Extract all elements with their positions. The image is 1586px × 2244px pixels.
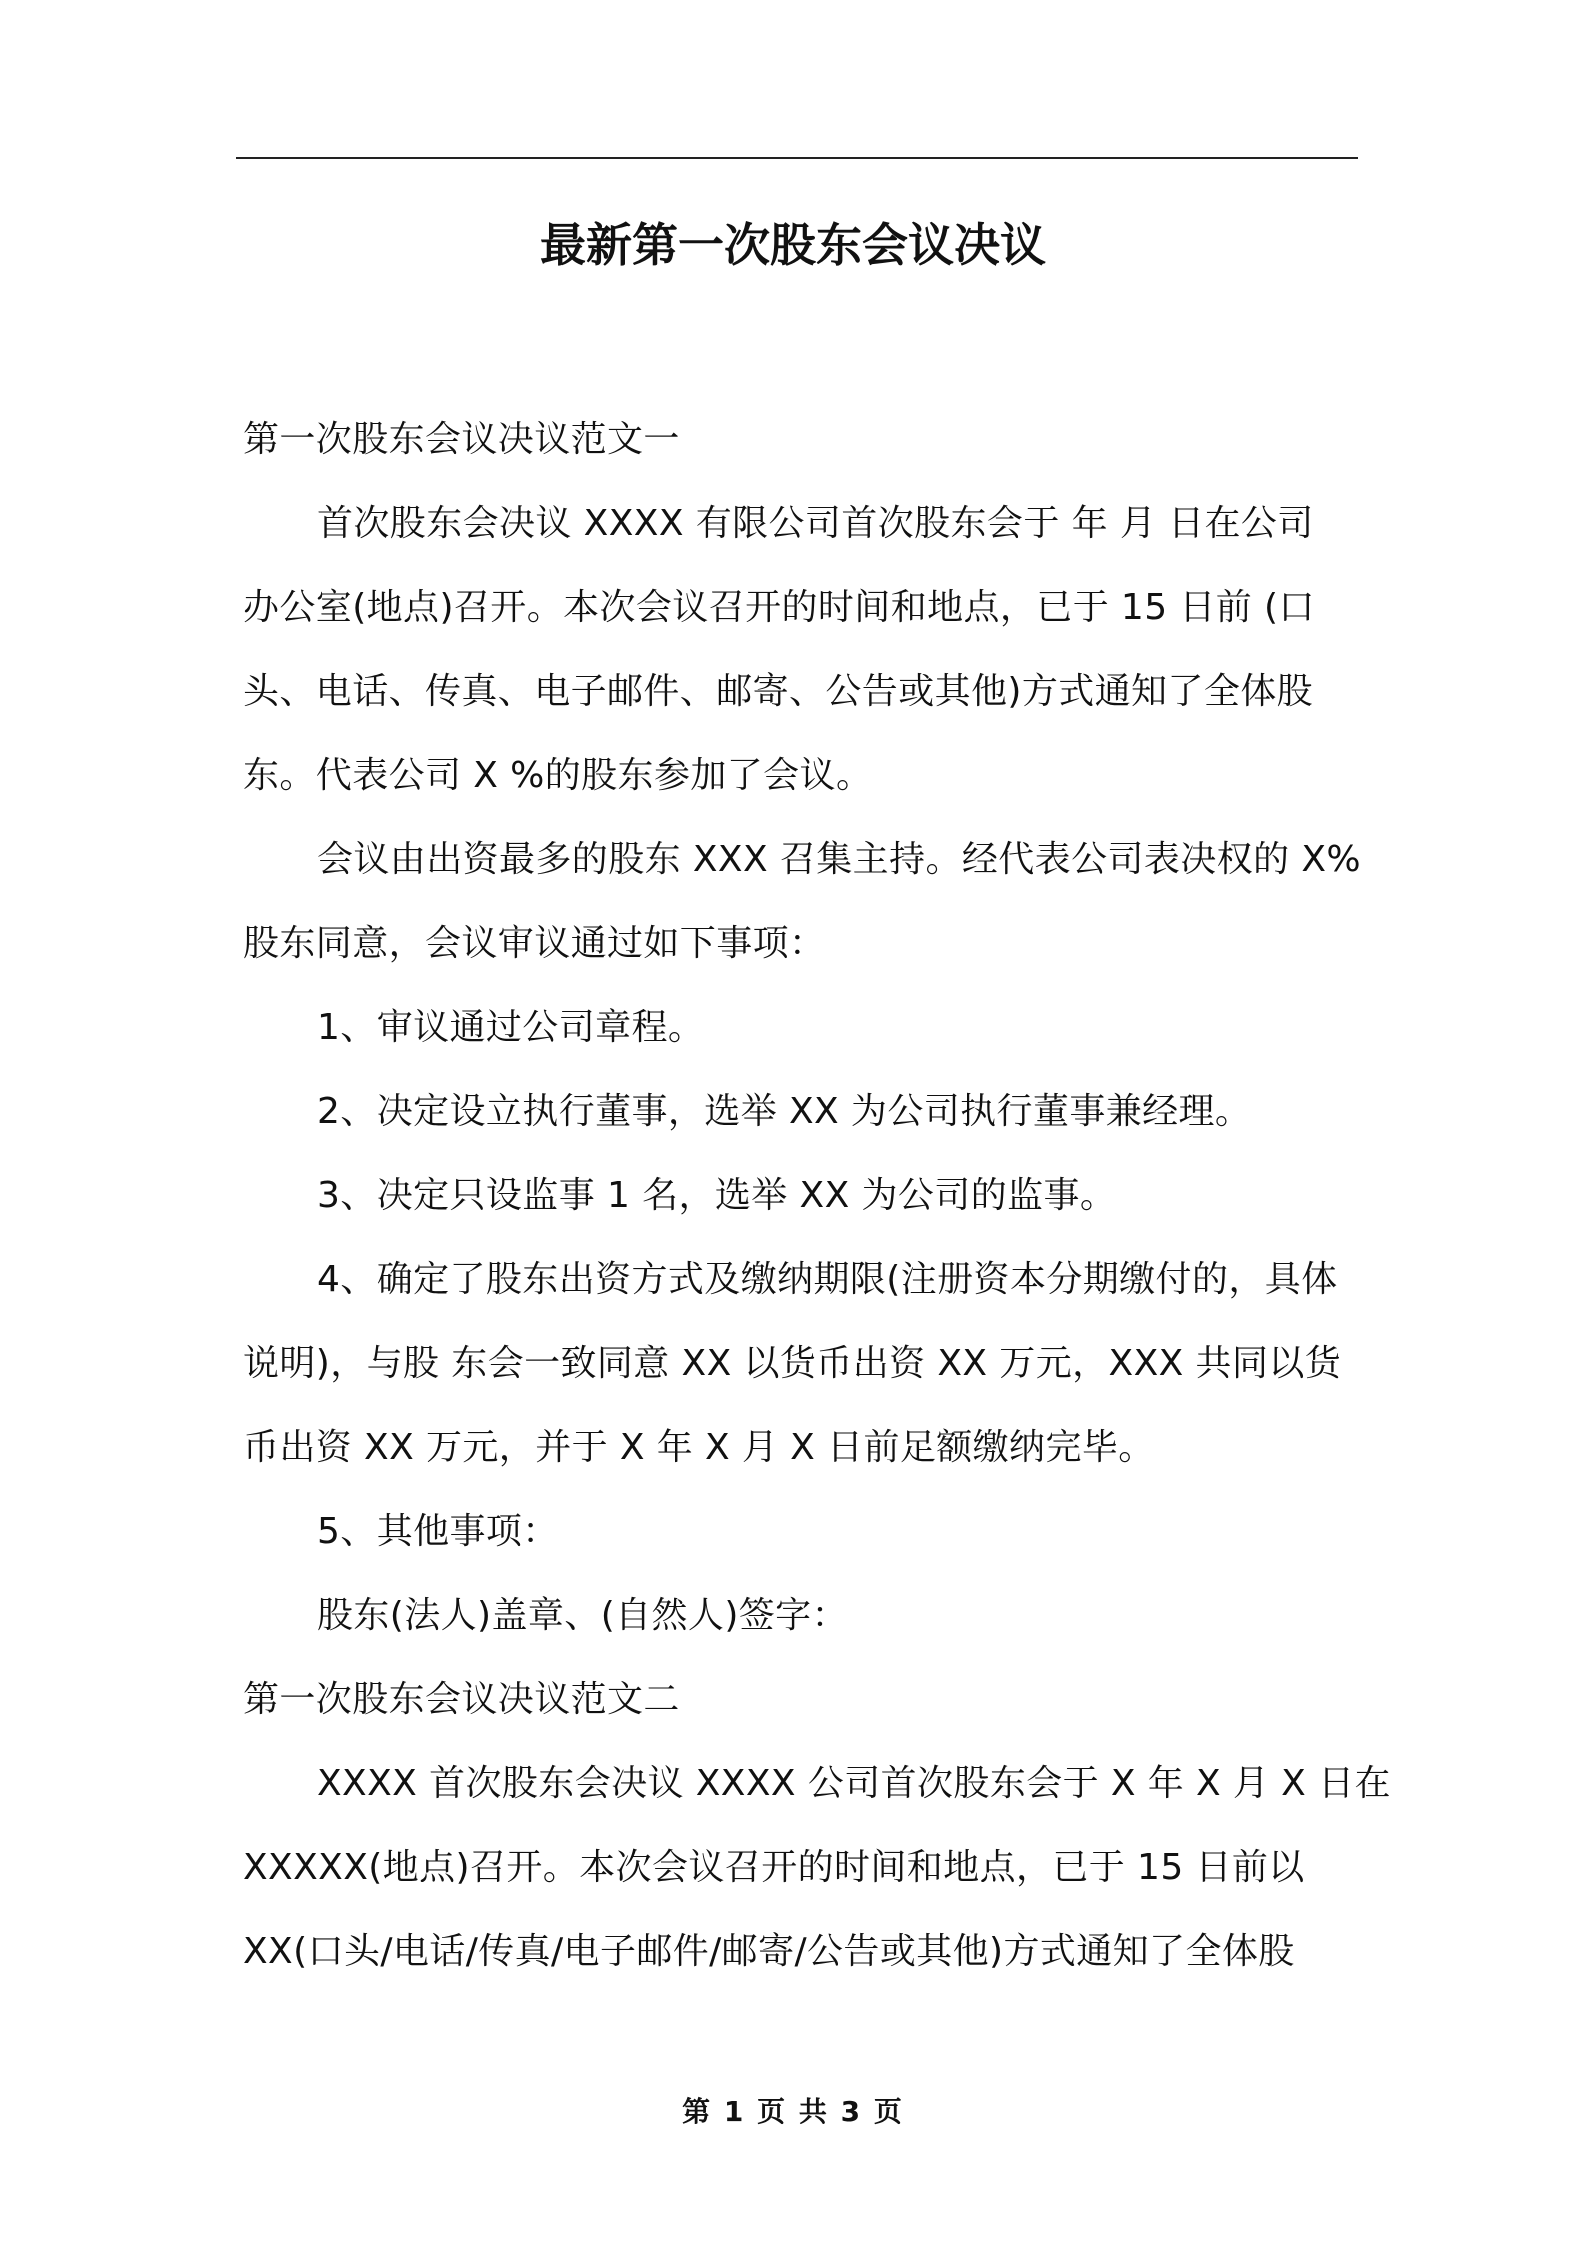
paragraph-line: 东。代表公司 X %的股东参加了会议。 [243, 755, 873, 796]
paragraph-line: 办公室(地点)召开。本次会议召开的时间和地点，已于 15 日前 (口 [243, 587, 1315, 628]
list-item: 3、决定只设监事 1 名，选举 XX 为公司的监事。 [317, 1175, 1117, 1216]
paragraph-line: 首次股东会决议 XXXX 有限公司首次股东会于 年 月 日在公司 [317, 503, 1314, 544]
paragraph-line: 头、电话、传真、电子邮件、邮寄、公告或其他)方式通知了全体股 [243, 671, 1314, 712]
paragraph-line: 说明)，与股 东会一致同意 XX 以货币出资 XX 万元，XXX 共同以货 [243, 1343, 1342, 1384]
section-heading-1: 第一次股东会议决议范文一 [243, 419, 680, 460]
signature-line: 股东(法人)盖章、(自然人)签字： [317, 1595, 848, 1636]
document-title: 最新第一次股东会议决议 [540, 218, 1046, 272]
list-item: 1、审议通过公司章程。 [317, 1007, 705, 1048]
header-rule [236, 157, 1358, 159]
paragraph-line: 币出资 XX 万元，并于 X 年 X 月 X 日前足额缴纳完毕。 [243, 1427, 1155, 1468]
list-item: 2、决定设立执行董事，选举 XX 为公司执行董事兼经理。 [317, 1091, 1252, 1132]
list-item: 4、确定了股东出资方式及缴纳期限(注册资本分期缴付的，具体 [317, 1259, 1338, 1300]
paragraph-line: XXXX 首次股东会决议 XXXX 公司首次股东会于 X 年 X 月 X 日在 [317, 1763, 1391, 1804]
section-heading-2: 第一次股东会议决议范文二 [243, 1679, 680, 1720]
paragraph-line: XXXXX(地点)召开。本次会议召开的时间和地点，已于 15 日前以 [243, 1847, 1305, 1888]
page-number: 第 1 页 共 3 页 [682, 2095, 904, 2128]
paragraph-line: 股东同意，会议审议通过如下事项： [243, 923, 826, 964]
list-item: 5、其他事项： [317, 1511, 559, 1552]
document-body [243, 398, 1391, 1994]
paragraph-line: XX(口头/电话/传真/电子邮件/邮寄/公告或其他)方式通知了全体股 [243, 1931, 1295, 1972]
paragraph-line: 会议由出资最多的股东 XXX 召集主持。经代表公司表决权的 X% [317, 839, 1361, 880]
